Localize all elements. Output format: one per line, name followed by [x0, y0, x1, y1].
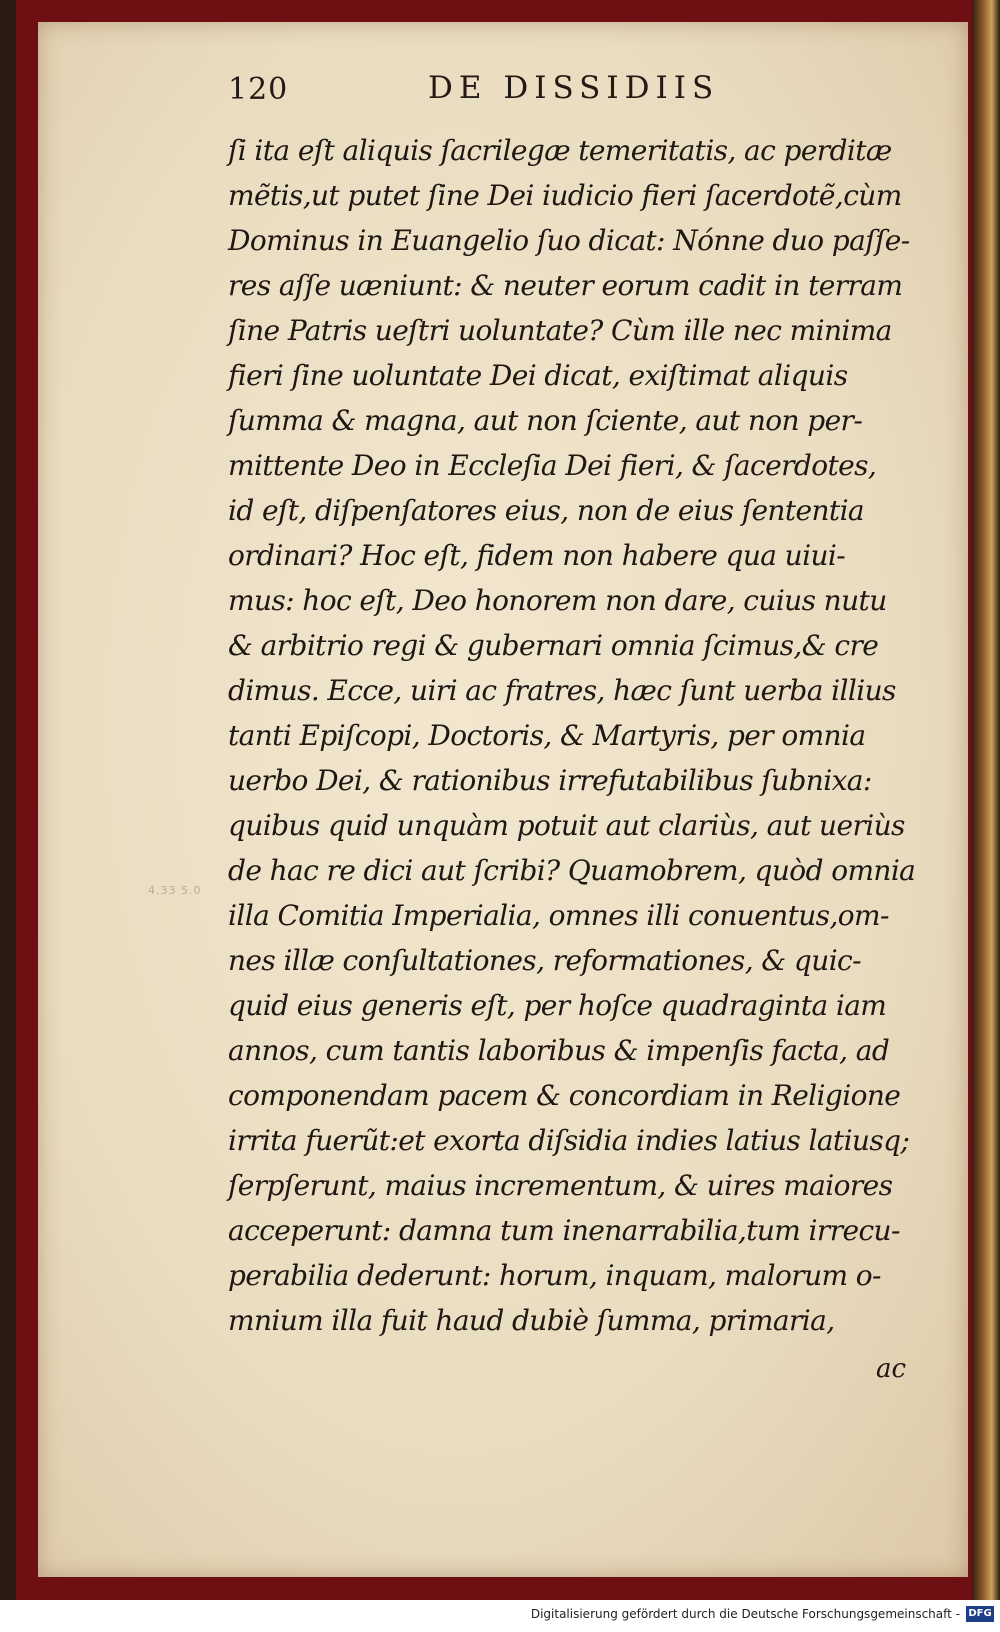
text-line: ordinari? Hoc eſt, fidem non habere qua uiui- [228, 539, 846, 572]
text-line: mnium illa fuit haud dubiè ſumma, primaria, [228, 1304, 835, 1337]
text-line: mittente Deo in Eccleſia Dei fieri, & ſacerdotes, [228, 449, 877, 482]
dfg-logo-icon: DFG [966, 1606, 994, 1622]
text-line: id eſt, diſpenſatores eius, non de eius ſententia [228, 494, 865, 527]
text-line: mẽtis,ut putet ſine Dei iudicio fieri ſacerdotẽ,cùm [228, 179, 902, 212]
text-line: nes illæ conſultationes, reformationes, & quic- [228, 944, 861, 977]
running-title: DE DISSIDIIS [428, 70, 720, 106]
text-line: & arbitrio regi & gubernari omnia ſcimus,& cre [228, 629, 879, 662]
footer-bar [0, 1600, 1000, 1632]
text-line: componendam pacem & concordiam in Religione [228, 1079, 901, 1112]
text-line: dimus. Ecce, uiri ac fratres, hæc ſunt uerba illius [228, 674, 896, 707]
text-line: tanti Epiſcopi, Doctoris, & Martyris, per omnia [228, 719, 866, 752]
text-line: de hac re dici aut ſcribi? Quamobrem, quòd omnia [228, 854, 916, 887]
page-number: 120 [228, 72, 289, 107]
text-line: ſine Patris ueſtri uoluntate? Cùm ille nec minima [228, 314, 892, 347]
margin-note: 4.33 5.0 [148, 884, 202, 897]
text-line: annos, cum tantis laboribus & impenſis facta, ad [228, 1034, 890, 1067]
page-header [228, 68, 788, 112]
text-line: mus: hoc eſt, Deo honorem non dare, cuius nutu [228, 584, 887, 617]
text-line: illa Comitia Imperialia, omnes illi conuentus,om- [228, 899, 889, 932]
scan-left-edge [0, 0, 16, 1600]
footer-credit-text: Digitalisierung gefördert durch die Deutsche Forschungsgemeinschaft - [530, 1607, 960, 1621]
text-line: ſumma & magna, aut non ſciente, aut non per- [228, 404, 863, 437]
text-line: fieri ſine uoluntate Dei dicat, exiſtimat aliquis [228, 359, 848, 392]
text-line: ſerpſerunt, maius incrementum, & uires maiores [228, 1169, 893, 1202]
text-line: perabilia dederunt: horum, inquam, malorum o- [228, 1259, 881, 1292]
text-line: res aſſe uæniunt: & neuter eorum cadit in terram [228, 269, 903, 302]
text-line: ſi ita eſt aliquis ſacrilegæ temeritatis, ac perditæ [228, 134, 892, 167]
text-line: quid eius generis eſt, per hoſce quadraginta iam [228, 989, 887, 1022]
catchword: ac [876, 1354, 907, 1384]
text-body [228, 128, 928, 1343]
text-line: acceperunt: damna tum inenarrabilia,tum irrecu- [228, 1214, 900, 1247]
text-line: Dominus in Euangelio ſuo dicat: Nónne duo paſſe- [228, 224, 910, 257]
text-line: quibus quid unquàm potuit aut clariùs, aut ueriùs [228, 809, 905, 842]
book-spine-edge [972, 0, 1000, 1600]
text-line: uerbo Dei, & rationibus irrefutabilibus ſubnixa: [228, 764, 872, 797]
text-line: irrita fuerũt:et exorta diſsidia indies latius latiusq; [228, 1124, 910, 1157]
